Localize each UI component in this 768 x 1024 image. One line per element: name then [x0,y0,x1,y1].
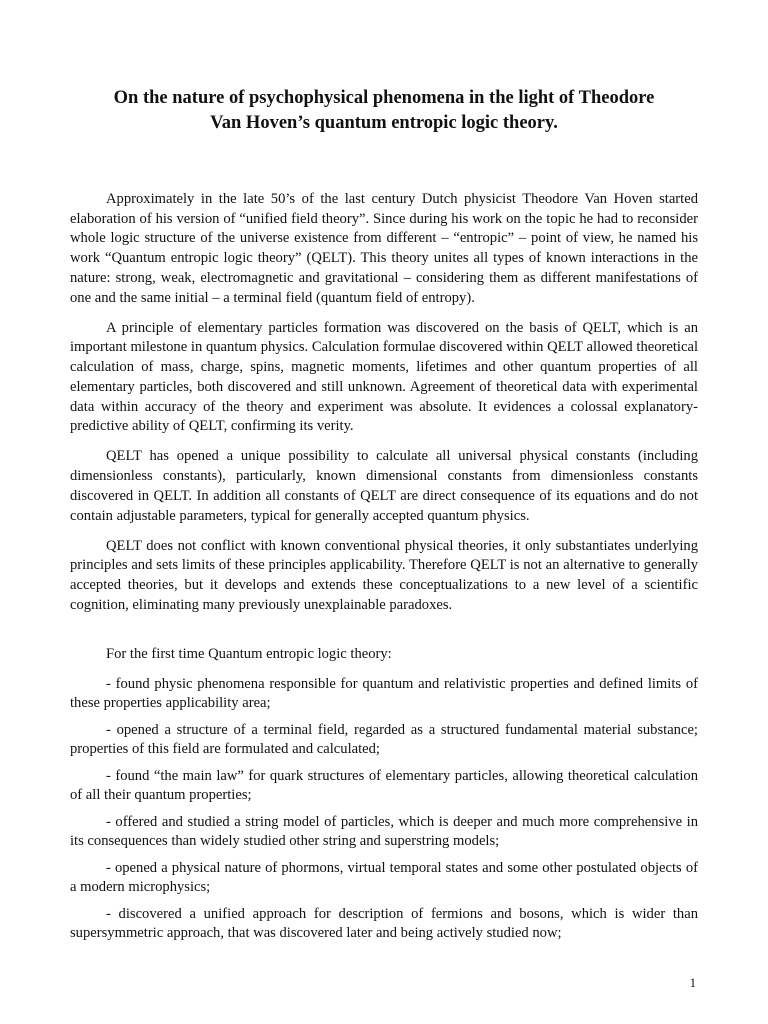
paragraph-intro: Approximately in the late 50’s of the last century Dutch physicist Theodore Van Hoven started elaboration of his version of “unified field theory”. Since during his work on the topic he had to reconsider whole logic structure of the universe existence from different – “entropic” – point of view, he named his work “Quantum entropic logic theory” (QELT). This theory unites all types of known interactions in the nature: strong, weak, electromagnetic and gravitational – considering them as different manifestations of one and the same initial – a terminal field (quantum field of entropy). [70,191,698,306]
list-item: - found physic phenomena responsible for quantum and relativistic properties and defined limits of these properties applicability area; [70,675,698,712]
title-line-1: On the nature of psychophysical phenomena in the light of Theodore [113,88,655,108]
list-item: - discovered a unified approach for description of fermions and bosons, which is wider than supersymmetric approach, that was discovered later and being actively studied now; [70,905,698,942]
document-title [70,86,698,136]
list-item: - opened a physical nature of phormons, virtual temporal states and some other postulated objects of a modern microphysics; [70,859,698,896]
document-page [70,86,698,951]
page-number: 1 [689,976,696,990]
list-item: - offered and studied a string model of particles, which is deeper and much more comprehensive in its consequences than widely studied other string and superstring models; [70,813,698,850]
list-intro: For the first time Quantum entropic logic theory: [106,645,392,662]
paragraph-particles: A principle of elementary particles formation was discovered on the basis of QELT, which is an important milestone in quantum physics. Calculation formulae discovered within QELT allowed theoretical calculation of mass, charge, spins, magnetic moments, lifetimes and other quantum properties of all elementary particles, both discovered and still unknown. Agreement of theoretical data with experimental data within accuracy of the theory and experiment was absolute. It evidences a colossal explanatory-predictive ability of QELT, confirming its verity. [70,319,698,435]
list-item: - opened a structure of a terminal field, regarded as a structured fundamental material substance; properties of this field are formulated and calculated; [70,721,698,758]
achievements-list [70,675,698,944]
paragraph-constants: QELT has opened a unique possibility to calculate all universal physical constants (including dimensionless constants), particularly, known dimensional constants from dimensionless constants discovered in QELT. In addition all constants of QELT are direct consequence of its equations and do not contain adjustable parameters, typical for generally accepted quantum physics. [70,448,698,524]
paragraph-conflict: QELT does not conflict with known conventional physical theories, it only substantiates underlying principles and sets limits of these principles applicability. Therefore QELT is not an alternative to generally accepted theories, but it develops and extends these conceptualizations to a new level of a scientific cognition, eliminating many previously unexplainable paradoxes. [70,537,698,613]
list-item: - found “the main law” for quark structures of elementary particles, allowing theoretical calculation of all their quantum properties; [70,767,698,804]
title-line-2: Van Hoven’s quantum entropic logic theory. [210,113,558,133]
